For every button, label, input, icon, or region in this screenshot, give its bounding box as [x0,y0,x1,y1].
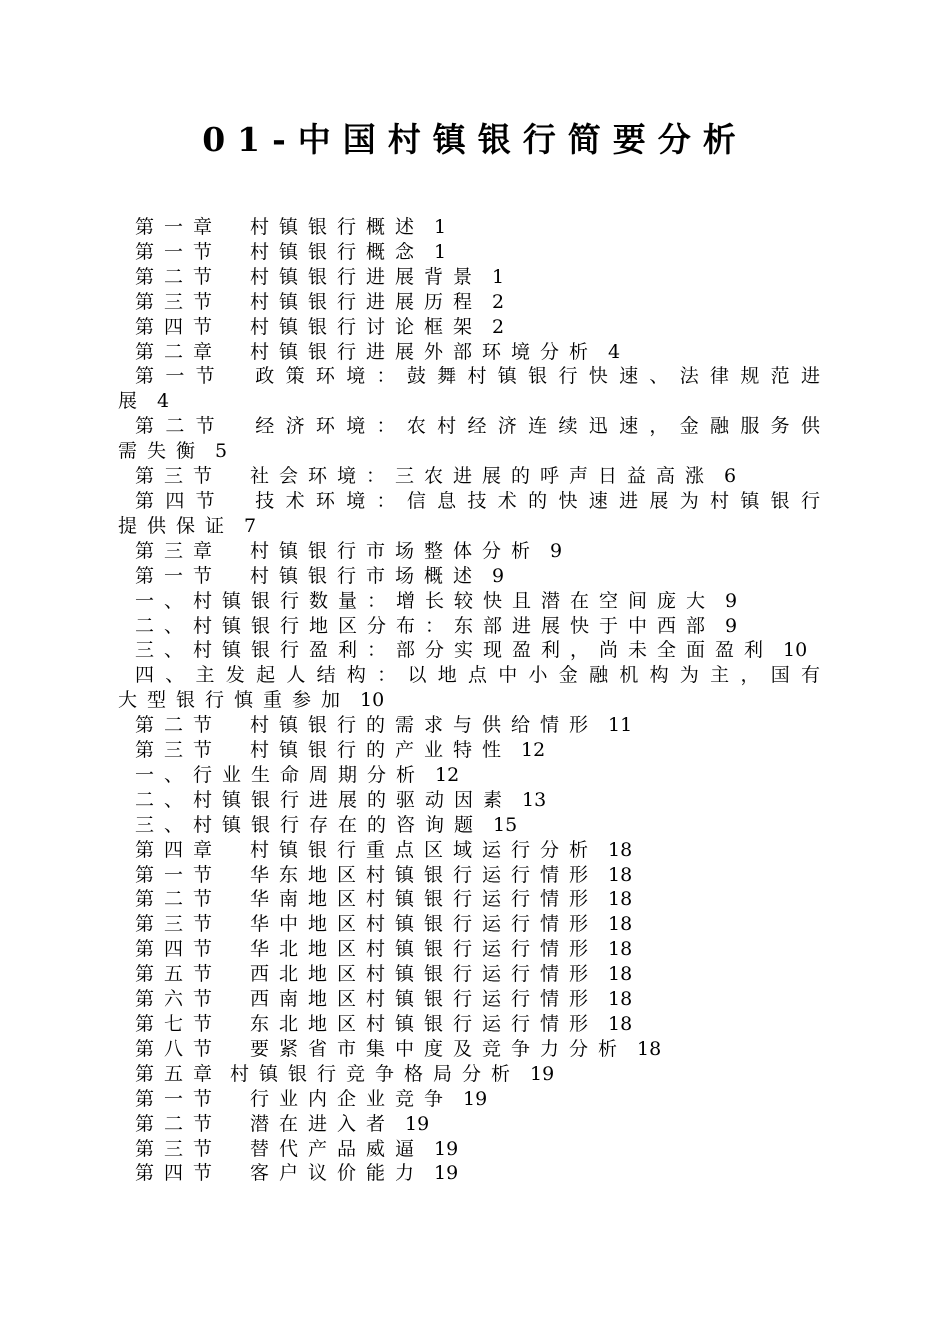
toc-entry [118,838,830,863]
toc-entry [118,240,830,265]
toc-entry [118,638,830,663]
toc-entry [118,1062,830,1087]
toc-entry [118,763,830,788]
toc-entry-label: 第二节 [135,265,223,288]
toc-entry-text: 村镇银行进展外部环境分析 [250,340,599,363]
toc-entry [118,987,830,1012]
toc-entry-label: 第四节 [135,1162,223,1185]
toc-entry-label: 第四节 [135,489,226,512]
toc-entry-text: 华北地区村镇银行运行情形 [250,938,599,961]
toc-entry-page-number: 12 [521,739,546,762]
toc-entry-page-number: 9 [492,564,505,587]
toc-entry-label: 第六节 [135,988,223,1011]
toc-entry-page-number: 11 [608,714,633,737]
toc-entry-label: 第四节 [135,315,223,338]
toc-entry-page-number: 1 [492,265,505,288]
toc-entry-page-number: 1 [434,240,447,263]
toc-entry-text: 一、行业生命周期分析 [135,763,426,786]
toc-entry-text: 政策环境：鼓舞村镇银行快速、法律规范进展 [118,365,830,413]
toc-entry-text: 经济环境：农村经济连续迅速，金融服务供需失衡 [118,415,830,463]
toc-entry-text: 村镇银行进展历程 [250,290,483,313]
toc-entry [118,265,830,290]
toc-entry-text: 三、村镇银行盈利：部分实现盈利，尚未全面盈利 [135,639,774,662]
toc-entry-label: 第二节 [135,888,223,911]
toc-entry-text: 村镇银行市场概述 [250,564,483,587]
toc-entry-text: 村镇银行的产业特性 [250,739,512,762]
document-title: 01-中国村镇银行简要分析 [202,120,748,159]
toc-entry-text: 村镇银行讨论框架 [250,315,483,338]
toc-entry-text: 村镇银行进展背景 [250,265,483,288]
toc-entry [118,1161,830,1186]
toc-entry-text: 村镇银行竞争格局分析 [230,1062,521,1085]
toc-entry-label: 第三节 [135,739,223,762]
toc-entry-label: 第四章 [135,838,223,861]
toc-entry-page-number: 4 [608,340,621,363]
toc-entry-page-number: 6 [724,465,737,488]
toc-entry-text: 村镇银行重点区域运行分析 [250,838,599,861]
toc-entry-page-number: 18 [608,913,633,936]
toc-entry-text: 二、村镇银行地区分布：东部进展快于中西部 [135,614,716,637]
toc-entry-text: 三、村镇银行存在的咨询题 [135,813,484,836]
toc-entry-label: 第三节 [135,290,223,313]
toc-entry-label: 第二节 [135,1112,223,1135]
toc-entry-page-number: 18 [608,988,633,1011]
toc-entry [118,962,830,987]
toc-entry [118,713,830,738]
toc-entry-text: 行业内企业竞争 [250,1087,454,1110]
toc-entry-label: 第三节 [135,1137,223,1160]
toc-entry-label: 第一节 [135,1087,223,1110]
toc-entry-text: 替代产品威逼 [250,1137,425,1160]
toc-entry-label: 第一节 [135,863,223,886]
toc-entry-label: 第一节 [135,240,223,263]
toc-entry-page-number: 18 [608,838,633,861]
toc-entry-label: 第三章 [135,539,223,562]
toc-entry-page-number: 12 [435,763,460,786]
toc-entry-text: 华南地区村镇银行运行情形 [250,888,599,911]
toc-entry [118,290,830,315]
toc-entry-page-number: 18 [608,963,633,986]
toc-entry [118,937,830,962]
toc-entry-text: 技术环境：信息技术的快速进展为村镇银行提供保证 [118,489,830,537]
toc-entry [118,887,830,912]
toc-entry [118,564,830,589]
toc-entry-text: 村镇银行概述 [250,216,425,238]
toc-entry-label: 第四节 [135,938,223,961]
toc-entry-text: 西南地区村镇银行运行情形 [250,988,599,1011]
toc-entry [118,1137,830,1162]
toc-entry [118,215,830,240]
toc-entry [118,813,830,838]
toc-entry-page-number: 4 [157,390,170,413]
toc-entry-page-number: 5 [215,440,228,463]
toc-entry-label: 第三节 [135,465,223,488]
toc-entry-text: 一、村镇银行数量：增长较快且潜在空间庞大 [135,589,716,612]
toc-entry [118,1112,830,1137]
toc-entry-page-number: 7 [244,514,257,537]
toc-entry [118,614,830,639]
toc-entry-label: 第七节 [135,1013,223,1035]
toc-entry [118,414,830,464]
toc-entry-page-number: 2 [492,315,505,338]
toc-entry-page-number: 2 [492,290,505,313]
toc-entry [118,1012,830,1037]
toc-entry-page-number: 13 [522,788,547,811]
toc-entry-page-number: 19 [405,1112,430,1135]
toc-entry-page-number: 18 [608,938,633,961]
toc-entry-page-number: 10 [360,689,385,712]
toc-entry-label: 第一节 [135,564,223,587]
toc-entry-label: 第八节 [135,1037,223,1060]
toc-entry-label: 第一节 [135,365,226,388]
toc-entry-page-number: 19 [434,1137,459,1160]
toc-entry-page-number: 9 [725,614,738,637]
toc-entry-text: 二、村镇银行进展的驱动因素 [135,788,513,811]
toc-entry-text: 要紧省市集中度及竞争力分析 [250,1037,628,1060]
toc-entry [118,539,830,564]
toc-entry-page-number: 9 [550,539,563,562]
toc-entry-text: 村镇银行概念 [250,240,425,263]
toc-entry [118,788,830,813]
toc-entry-text: 社会环境：三农进展的呼声日益高涨 [250,465,715,488]
toc-entry [118,738,830,763]
toc-entry-label: 第二节 [135,415,226,438]
toc-entry-text: 西北地区村镇银行运行情形 [250,963,599,986]
toc-entry-page-number: 19 [434,1162,459,1185]
toc-entry-page-number: 19 [530,1062,555,1085]
toc-entry-page-number: 18 [608,888,633,911]
table-of-contents [118,215,830,1186]
toc-entry-text: 华中地区村镇银行运行情形 [250,913,599,936]
toc-entry [118,1087,830,1112]
toc-entry-label: 第二章 [135,340,223,363]
toc-entry-text: 东北地区村镇银行运行情形 [250,1013,599,1035]
toc-entry-text: 客户议价能力 [250,1162,425,1185]
toc-entry-label: 第三节 [135,913,223,936]
toc-entry-label: 第五章 [135,1062,223,1085]
toc-entry [118,1037,830,1062]
toc-entry-page-number: 9 [725,589,738,612]
toc-entry [118,464,830,489]
toc-entry [118,340,830,365]
toc-entry-label: 第一章 [135,216,223,238]
toc-entry-page-number: 19 [463,1087,488,1110]
toc-entry [118,364,830,414]
toc-entry [118,315,830,340]
toc-entry-page-number: 18 [608,863,633,886]
toc-entry-page-number: 18 [608,1013,633,1035]
toc-entry-label: 第二节 [135,714,223,737]
toc-entry-text: 村镇银行市场整体分析 [250,539,541,562]
toc-entry [118,663,830,713]
toc-entry-page-number: 18 [637,1037,662,1060]
toc-entry [118,489,830,539]
toc-entry-page-number: 1 [434,216,447,238]
toc-entry-text: 华东地区村镇银行运行情形 [250,863,599,886]
toc-entry-page-number: 10 [783,639,808,662]
toc-entry [118,589,830,614]
toc-entry [118,863,830,888]
toc-entry-text: 潜在进入者 [250,1112,396,1135]
toc-entry-text: 四、主发起人结构：以地点中小金融机构为主，国有大型银行慎重参加 [118,664,830,712]
toc-entry-label: 第五节 [135,963,223,986]
toc-entry [118,912,830,937]
toc-entry-page-number: 15 [493,813,518,836]
toc-entry-text: 村镇银行的需求与供给情形 [250,714,599,737]
